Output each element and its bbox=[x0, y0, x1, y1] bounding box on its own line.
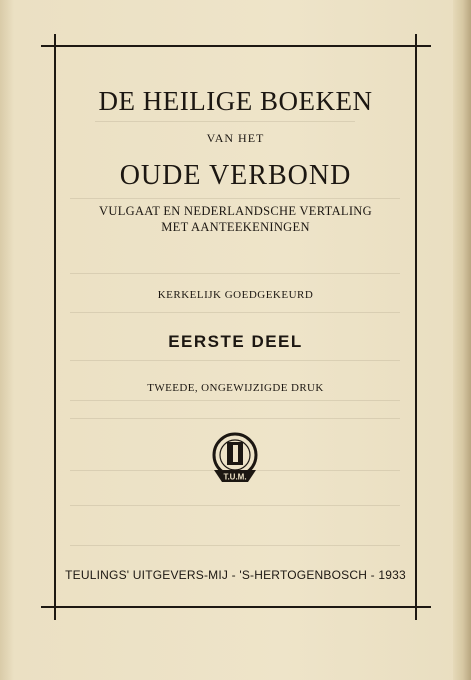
page-edge bbox=[453, 0, 471, 680]
description-line-1: VULGAAT EN NEDERLANDSCHE VERTALING bbox=[99, 204, 372, 218]
title-connector: VAN HET bbox=[206, 131, 265, 145]
book-subtitle: OUDE VERBOND bbox=[119, 160, 352, 191]
show-through-line bbox=[70, 312, 400, 313]
show-through-line bbox=[70, 273, 400, 274]
publisher-emblem-icon bbox=[208, 430, 262, 490]
frame-rule-bottom bbox=[41, 606, 431, 608]
book-title: DE HEILIGE BOEKEN bbox=[98, 86, 373, 116]
edition-note: TWEEDE, ONGEWIJZIGDE DRUK bbox=[147, 382, 324, 394]
volume-label: EERSTE DEEL bbox=[168, 332, 303, 351]
show-through-line bbox=[70, 505, 400, 506]
publisher-imprint: TEULINGS' UITGEVERS-MIJ - 'S-HERTOGENBOSCH - 1933 bbox=[65, 568, 406, 582]
show-through-line bbox=[70, 198, 400, 199]
show-through-line bbox=[70, 545, 400, 546]
show-through-line bbox=[70, 418, 400, 419]
show-through-line bbox=[95, 121, 355, 122]
description-line-2: MET AANTEEKENINGEN bbox=[161, 220, 310, 234]
show-through-line bbox=[70, 400, 400, 401]
approval-note: KERKELIJK GOEDGEKEURD bbox=[157, 289, 314, 301]
show-through-line bbox=[70, 360, 400, 361]
svg-text:T.U.M.: T.U.M. bbox=[223, 472, 247, 482]
frame-rule-top bbox=[41, 45, 431, 47]
frame-rule-left bbox=[54, 34, 56, 620]
frame-rule-right bbox=[415, 34, 417, 620]
